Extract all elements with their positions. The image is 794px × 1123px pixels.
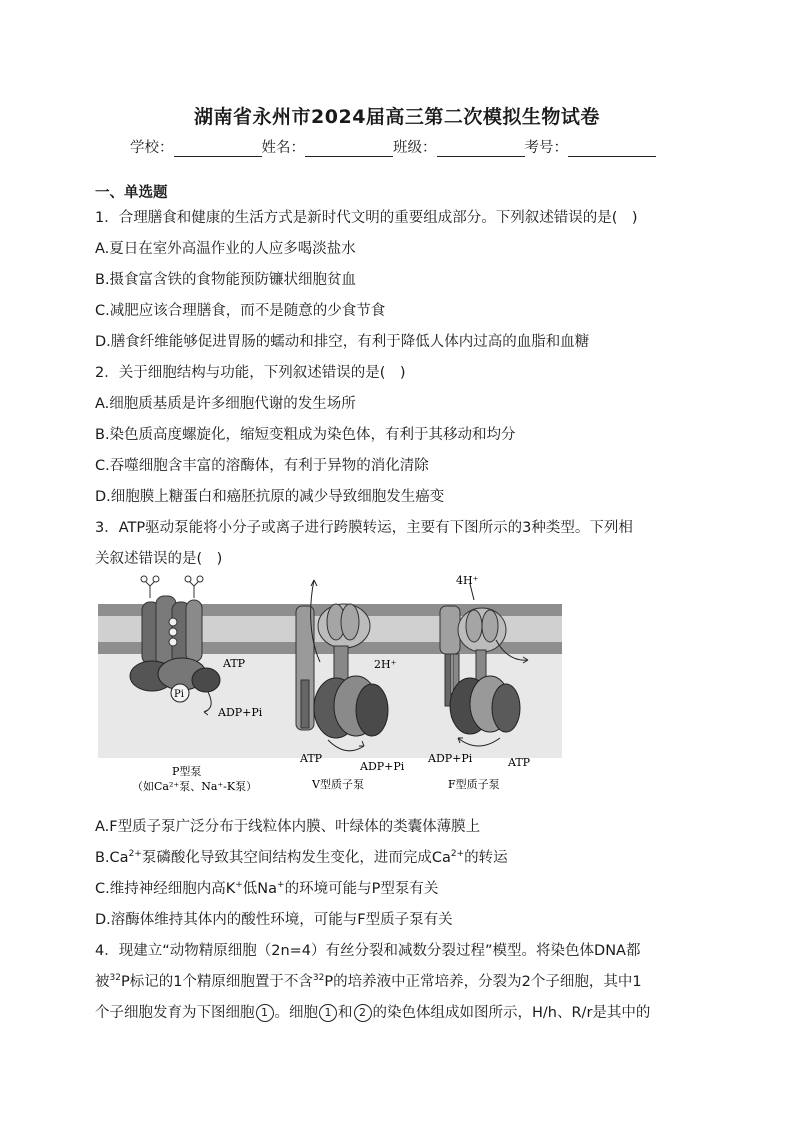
f-adp-label: ADP+Pi (428, 752, 473, 765)
q3-option-c: C.维持神经细胞内高K+低Na+的环境可能与P型泵有关 (95, 880, 439, 897)
q3-stem-line1: 3．ATP驱动泵能将小分子或离子进行跨膜转运，主要有下图所示的3种类型。下列相 (95, 520, 633, 536)
q4-stem-line2: 被$^{32}$P标记的1个精原细胞置于不含$^{32}$P的培养液中正常培养，分裂为2个子细胞，其中1 (95, 973, 642, 990)
student-info-row (130, 136, 690, 157)
class-blank (437, 140, 525, 157)
name-label: 姓名： (261, 140, 305, 156)
class-label: 班级： (393, 140, 437, 156)
q3-stem-line2: 关叙述错误的是( ) (95, 551, 223, 567)
page-title: 湖南省永州市2024届高三第二次模拟生物试卷 (194, 106, 600, 128)
q3-option-b: $B.Ca^{2+}$泵磷酸化导致其空间结构发生变化，进而完成$Ca^{2+}$的转运 (95, 849, 508, 866)
v-atp-label: ATP (300, 752, 323, 765)
q4-stem-line1: 4．现建立“动物精原细胞（2n=4）有丝分裂和减数分裂过程”模型。将染色体DNA都 (95, 943, 641, 959)
q1-option-a: A.夏日在室外高温作业的人应多喝淡盐水 (95, 241, 356, 257)
number-label: 考号： (524, 140, 568, 156)
f-atp-label: ATP (508, 756, 531, 769)
q1-option-d: D.膳食纤维能够促进胃肠的蠕动和排空，有利于降低人体内过高的血脂和血糖 (95, 334, 590, 350)
v-2h-label: 2H⁺ (374, 658, 397, 671)
p-type-caption: P型泵 (172, 765, 202, 778)
f-4h-label: 4H⁺ (456, 574, 479, 587)
atp-pump-figure (98, 570, 562, 802)
q1-option-b: B.摄食富含铁的食物能预防镰状细胞贫血 (95, 272, 357, 288)
q1-stem: 1．合理膳食和健康的生活方式是新时代文明的重要组成部分。下列叙述错误的是( ) (95, 210, 638, 226)
v-adp-label: ADP+Pi (360, 760, 405, 773)
school-blank (174, 140, 262, 157)
q1-option-c: C.减肥应该合理膳食，而不是随意的少食节食 (95, 303, 386, 319)
p-atp-label: ATP (223, 657, 246, 670)
number-blank (568, 140, 656, 157)
q2-option-d: D.细胞膜上糖蛋白和癌胚抗原的减少导致细胞发生癌变 (95, 489, 445, 505)
q4-stem-line3: 个子细胞发育为下图细胞 1 。细胞 1 和 2 的染色体组成如图所示，H/h、R/r是其中的 (95, 1005, 651, 1021)
p-pi-label: Pi (174, 689, 184, 700)
p-adp-label: ADP+Pi (218, 706, 263, 719)
q2-option-c: C.吞噬细胞含丰富的溶酶体，有利于异物的消化清除 (95, 458, 429, 474)
p-type-subcaption: （如Ca²⁺泵、Na⁺-K泵） (132, 780, 258, 793)
name-blank (305, 140, 393, 157)
q2-option-b: B.染色质高度螺旋化，缩短变粗成为染色体，有利于其移动和均分 (95, 427, 516, 443)
q2-stem: 2．关于细胞结构与功能，下列叙述错误的是( ) (95, 365, 406, 381)
circled-number-2: 2 (354, 1004, 372, 1022)
section-heading: 一、单选题 (95, 185, 168, 201)
v-type-caption: V型质子泵 (312, 778, 364, 791)
circled-number-1: 1 (256, 1004, 274, 1022)
school-label: 学校： (130, 140, 174, 156)
q3-option-a: A.F型质子泵广泛分布于线粒体内膜、叶绿体的类囊体薄膜上 (95, 819, 481, 835)
q3-option-d: D.溶酶体维持其体内的酸性环境，可能与F型质子泵有关 (95, 912, 453, 928)
q2-option-a: A.细胞质基质是许多细胞代谢的发生场所 (95, 396, 356, 412)
circled-number-1: 1 (319, 1004, 337, 1022)
f-type-caption: F型质子泵 (448, 778, 500, 791)
